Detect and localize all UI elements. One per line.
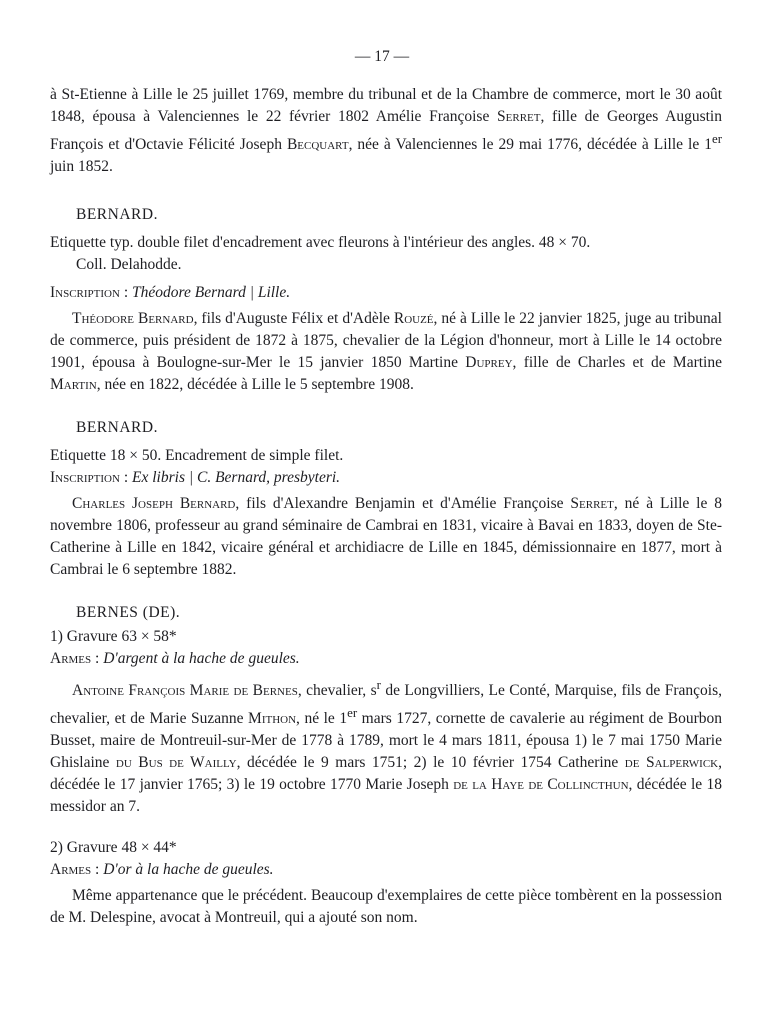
continuation-paragraph: à St-Etienne à Lille le 25 juillet 1769, membre du tribunal et de la Chambre de commerce, mort le 30 août 1848, épousa à Valenciennes le 22 février 1802 Amélie Françoise Serret, fille de Georges Augustin François et d'Octavie Félicité Joseph Becquart, née à Valenciennes le 29 mai 1776, décédée à Lille le 1er juin 1852.: [50, 86, 722, 176]
armes-line: Armes : D'or à la hache de gueules.: [50, 861, 274, 879]
entry-heading-bernard-2: BERNARD.: [76, 419, 158, 437]
entry-description: Etiquette typ. double filet d'encadrement avec fleurons à l'intérieur des angles. 48 × 70. Coll. Delahodde.: [50, 234, 591, 274]
biography-paragraph: Antoine François Marie de Bernes, chevalier, $s^r$ de Longvilliers, Le Conté, Marquise, fils de François, chevalier, et de Marie Suzanne Mithon, né le 1er mars 1727, cornette de cavalerie au régiment de Bourbon Busset, maire de Montreuil-sur-Mer de 1778 à 1789, mort le 4 mars 1811, épousa 1) le 7 mai 1750 Marie Ghislaine du Bus de Wailly, décédée le 9 mars 1751; 2) le 10 février 1754 Catherine de Salperwick, décédée le 17 janvier 1765; 3) le 19 octobre 1770 Marie Joseph de la Haye de Collincthun, décédée le 18 messidor an 7.: [50, 677, 723, 816]
armes-line: Armes : D'argent à la hache de gueules.: [50, 650, 300, 668]
entry-description: Etiquette 18 × 50. Encadrement de simple filet.: [50, 447, 344, 465]
page-content: [50, 84, 722, 929]
entry-heading-bernes: BERNES (DE).: [76, 604, 181, 622]
entry-heading-bernard-1: BERNARD.: [76, 206, 158, 224]
item-description: 1) Gravure 63 × 58*: [50, 628, 177, 646]
note-paragraph: Même appartenance que le précédent. Beaucoup d'exemplaires de cette pièce tombèrent en la possession de M. Delespine, avocat à Montreuil, qui a ajouté son nom.: [50, 887, 722, 927]
biography-paragraph: Théodore Bernard, fils d'Auguste Félix et d'Adèle Rouzé, né à Lille le 22 janvier 1825, juge au tribunal de commerce, puis président de 1872 à 1875, chevalier de la Légion d'honneur, mort à Lille le 14 octobre 1901, épousa à Boulogne-sur-Mer le 15 janvier 1850 Martine Duprey, fille de Charles et de Martine Martin, née en 1822, décédée à Lille le 5 septembre 1908.: [50, 310, 722, 394]
item-description: 2) Gravure 48 × 44*: [50, 839, 177, 857]
biography-paragraph: Charles Joseph Bernard, fils d'Alexandre Benjamin et d'Amélie Françoise Serret, né à Lille le 8 novembre 1806, professeur au grand séminaire de Cambrai en 1831, vicaire à Bavai en 1833, doyen de Ste-Catherine à Lille en 1842, vicaire général et archidiacre de Lille en 1845, démissionnaire en 1877, mort à Cambrai le 6 septembre 1882.: [50, 495, 723, 579]
page-number: — 17 —: [354, 48, 410, 65]
inscription-line: Inscription : Ex libris | C. Bernard, presbyteri.: [50, 469, 341, 487]
inscription-line: Inscription : Théodore Bernard | Lille.: [50, 284, 291, 302]
